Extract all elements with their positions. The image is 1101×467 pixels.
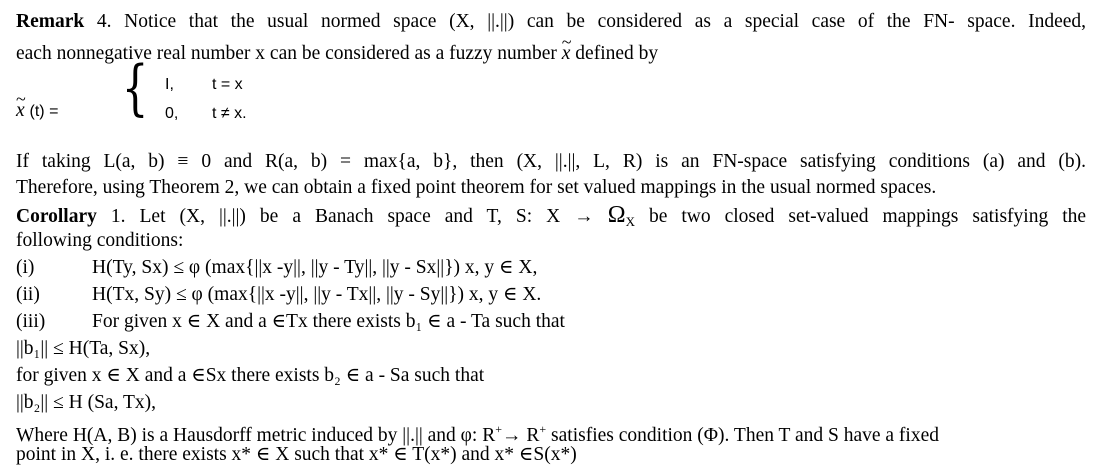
condition-ii-text: H(Tx, Sy) ≤ φ (max{||x -y||, ||y - Tx||, ||y - Sy||}) x, y ∈ X. bbox=[92, 284, 542, 305]
corollary-text-1a: Let (X, ||.||) be a Banach space and T, S: X → bbox=[139, 206, 594, 227]
corollary-text-1b: be two closed set-valued mappings satisfying the bbox=[648, 206, 1087, 227]
condition-i-label: (i) bbox=[16, 257, 35, 278]
corollary-label: Corollary bbox=[16, 206, 97, 227]
tail-line-5: point in X, i. e. there exists x* ∈ X such that x* ∈ T(x*) and x* ∈S(x*) bbox=[16, 444, 577, 465]
condition-ii bbox=[16, 283, 541, 307]
tail-text-4a: Where H(A, B) is a Hausdorff metric induced by ||.|| and φ: R bbox=[16, 425, 496, 446]
equation-x-symbol: ~ x bbox=[16, 100, 25, 122]
remark-label: Remark bbox=[16, 11, 85, 32]
case-2-value: 0, bbox=[165, 105, 179, 122]
condition-iii-text: For given x ∈ X and a ∈Tx there exists b₁ ∈ a - Ta such that bbox=[92, 311, 565, 332]
paragraph-line-1: If taking L(a, b) ≡ 0 and R(a, b) = max{a, b}, then (X, ||.||, L, R) is an FN-space satisfying conditions (a) and (b). bbox=[16, 151, 1086, 172]
condition-iii-label: (iii) bbox=[16, 311, 46, 332]
equation-lhs bbox=[16, 100, 58, 123]
corollary-number: 1. bbox=[110, 206, 126, 227]
left-brace: { bbox=[121, 53, 149, 123]
superscript-plus-2: + bbox=[539, 422, 547, 436]
case-1-value: I, bbox=[165, 76, 174, 93]
condition-i bbox=[16, 256, 537, 280]
condition-ii-label: (ii) bbox=[16, 284, 40, 305]
remark-line-2 bbox=[16, 42, 658, 66]
remark-text-1: Notice that the usual normed space (X, ||.||) can be considered as a special case of the FN- space. Indeed, bbox=[124, 11, 1087, 32]
case-2-condition: t ≠ x. bbox=[212, 105, 247, 122]
paragraph-line-2: Therefore, using Theorem 2, we can obtain a fixed point theorem for set valued mappings in the usual normed spaces. bbox=[16, 177, 937, 198]
equation-lhs-rest: (t) = bbox=[29, 103, 59, 120]
tail-text-4c: satisfies condition (Φ). Then T and S have a fixed bbox=[551, 425, 939, 446]
remark-line-1 bbox=[16, 10, 1086, 34]
tail-text-4b: → R bbox=[502, 425, 540, 446]
tail-line-2: for given x ∈ X and a ∈Sx there exists b₂ ∈ a - Sa such that bbox=[16, 365, 485, 386]
superscript-plus-1: + bbox=[495, 422, 502, 436]
remark-number: 4. bbox=[96, 11, 112, 32]
remark-text-2a: each nonnegative real number x can be considered as a fuzzy number bbox=[16, 43, 557, 64]
case-1-condition: t = x bbox=[212, 76, 243, 93]
condition-iii bbox=[16, 310, 565, 334]
corollary-line-2: following conditions: bbox=[16, 230, 184, 251]
omega-symbol: $\Omega_X$ bbox=[607, 202, 635, 229]
tail-line-1: ||b₁|| ≤ H(Ta, Sx), bbox=[16, 338, 151, 359]
condition-i-text: H(Ty, Sx) ≤ φ (max{||x -y||, ||y - Ty||, ||y - Sx||}) x, y ∈ X, bbox=[92, 257, 538, 278]
tail-line-3: ||b₂|| ≤ H (Sa, Tx), bbox=[16, 392, 156, 413]
remark-text-2b: defined by bbox=[575, 43, 659, 64]
fuzzy-x-symbol: ~ x bbox=[562, 42, 571, 66]
